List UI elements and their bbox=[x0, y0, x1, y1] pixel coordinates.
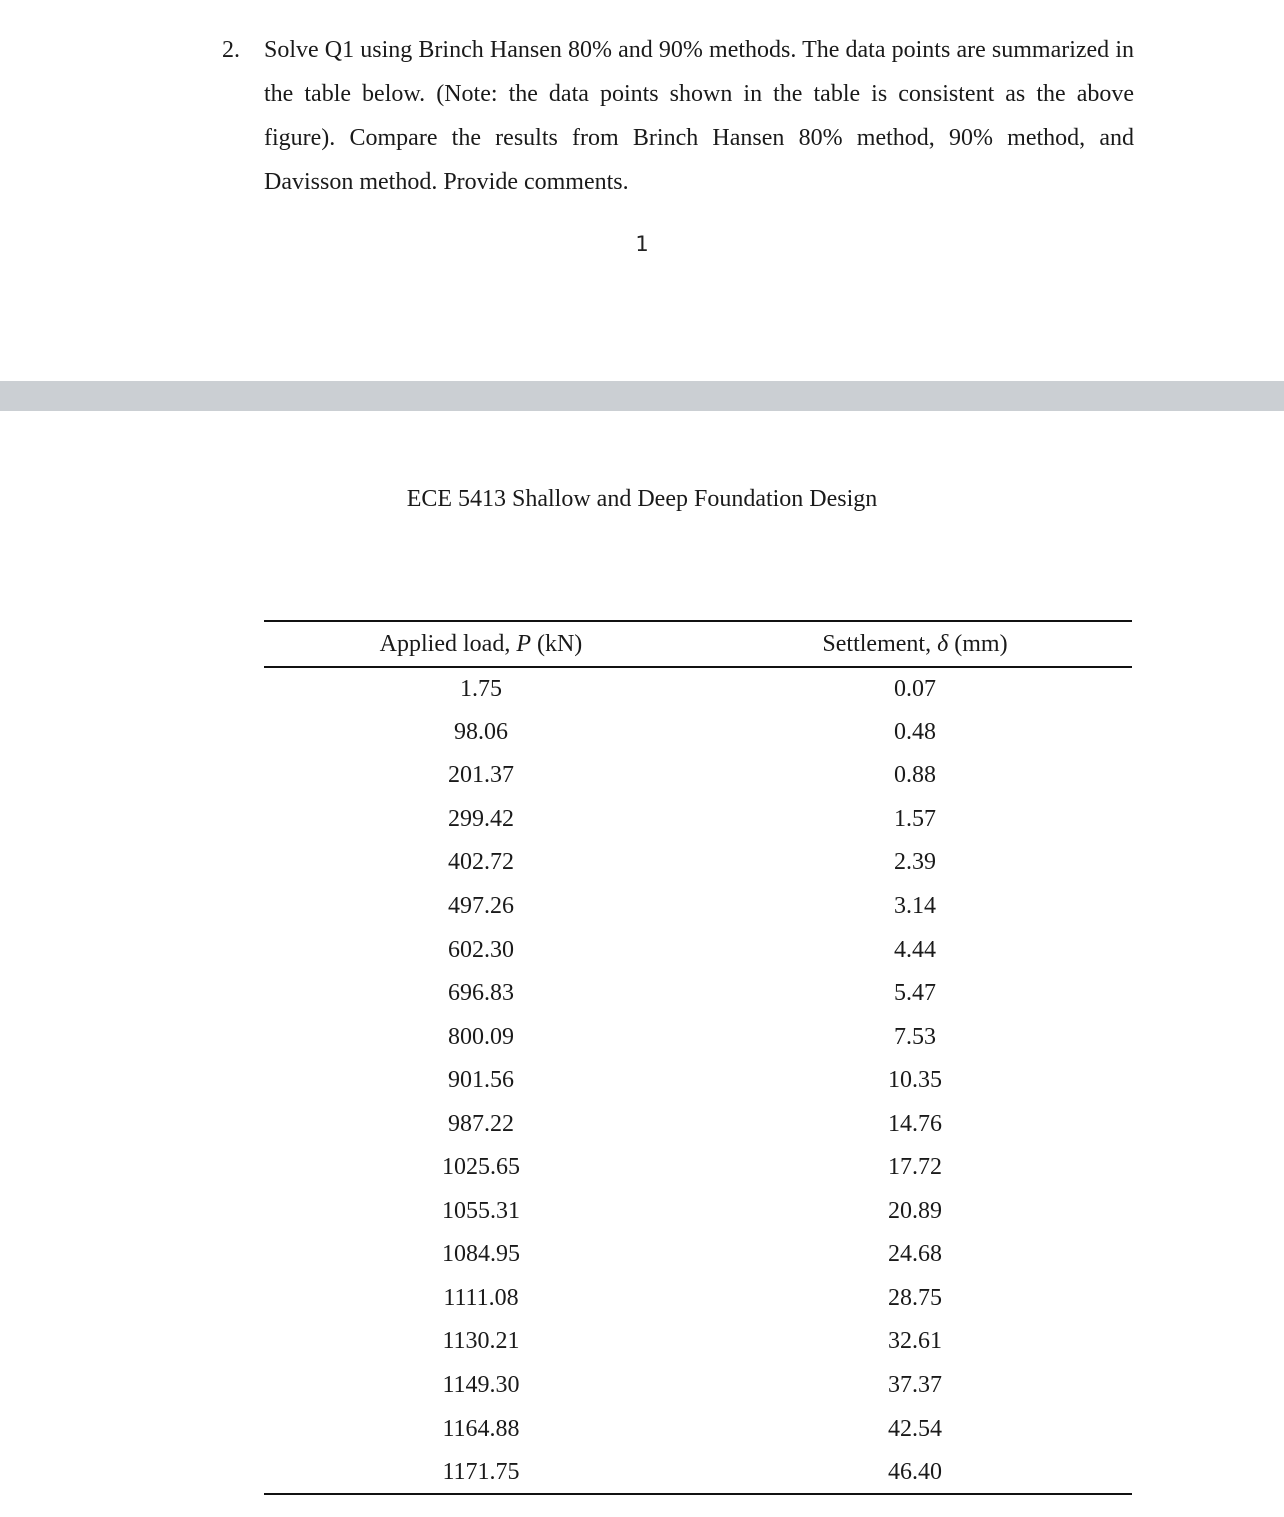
table-row bbox=[264, 972, 1132, 1016]
table-row bbox=[264, 667, 1132, 711]
question-text: Solve Q1 using Brinch Hansen 80% and 90% methods. The data points are summarized in the table below. (Note: the data points shown in the table is consistent as the above figure). Compare the results from Brinch Hansen 80% method, 90% method, and Davisson method. Provide comments. bbox=[264, 37, 1134, 195]
cell-applied-load: 1164.88 bbox=[442, 1415, 520, 1442]
cell-settlement: 32.61 bbox=[888, 1328, 942, 1355]
table-row bbox=[264, 841, 1132, 885]
table-row bbox=[264, 1059, 1132, 1103]
cell-applied-load: 98.06 bbox=[454, 718, 508, 745]
cell-settlement: 0.48 bbox=[894, 718, 936, 745]
cell-applied-load: 800.09 bbox=[448, 1023, 514, 1050]
header-load-unit: (kN) bbox=[530, 630, 583, 657]
table-row bbox=[264, 1190, 1132, 1234]
cell-applied-load: 1130.21 bbox=[442, 1328, 520, 1355]
cell-settlement: 24.68 bbox=[888, 1241, 942, 1268]
header-settlement-unit: (mm) bbox=[948, 630, 1008, 657]
cell-settlement: 0.88 bbox=[894, 762, 936, 789]
cell-settlement: 28.75 bbox=[888, 1284, 942, 1311]
cell-applied-load: 1111.08 bbox=[443, 1284, 519, 1311]
cell-applied-load: 1055.31 bbox=[442, 1197, 520, 1224]
table-row bbox=[264, 1364, 1132, 1408]
table-header-row bbox=[264, 621, 1132, 667]
table-row bbox=[264, 928, 1132, 972]
table-row bbox=[264, 1233, 1132, 1277]
cell-applied-load: 201.37 bbox=[448, 762, 514, 789]
header-settlement-prefix: Settlement, bbox=[822, 630, 938, 657]
table-row bbox=[264, 885, 1132, 929]
cell-settlement: 42.54 bbox=[888, 1415, 942, 1442]
question-number: 2. bbox=[222, 37, 240, 63]
cell-applied-load: 901.56 bbox=[448, 1067, 514, 1094]
header-settlement bbox=[698, 621, 1132, 667]
cell-settlement: 14.76 bbox=[888, 1110, 942, 1137]
document-page-top bbox=[0, 0, 1284, 381]
cell-applied-load: 602.30 bbox=[448, 936, 514, 963]
table-row bbox=[264, 1146, 1132, 1190]
header-settlement-symbol: δ bbox=[937, 630, 949, 657]
cell-applied-load: 299.42 bbox=[448, 805, 514, 832]
cell-settlement: 46.40 bbox=[888, 1458, 942, 1485]
page-header: ECE 5413 Shallow and Deep Foundation Design bbox=[406, 486, 878, 512]
cell-settlement: 5.47 bbox=[894, 980, 936, 1007]
cell-applied-load: 1084.95 bbox=[442, 1241, 520, 1268]
cell-settlement: 4.44 bbox=[894, 936, 936, 963]
table-row bbox=[264, 1102, 1132, 1146]
cell-applied-load: 1025.65 bbox=[442, 1154, 520, 1181]
cell-settlement: 37.37 bbox=[888, 1372, 942, 1399]
cell-applied-load: 1171.75 bbox=[442, 1458, 520, 1485]
header-load-prefix: Applied load, bbox=[379, 630, 517, 657]
page-number: 1 bbox=[635, 232, 649, 256]
table-row bbox=[264, 1277, 1132, 1321]
cell-applied-load: 987.22 bbox=[448, 1110, 514, 1137]
table-row bbox=[264, 1015, 1132, 1059]
cell-applied-load: 696.83 bbox=[448, 980, 514, 1007]
cell-settlement: 2.39 bbox=[894, 849, 936, 876]
table-body bbox=[264, 667, 1132, 1494]
header-applied-load bbox=[264, 621, 698, 667]
cell-applied-load: 1.75 bbox=[460, 675, 502, 702]
cell-settlement: 20.89 bbox=[888, 1197, 942, 1224]
cell-settlement: 7.53 bbox=[894, 1023, 936, 1050]
cell-settlement: 3.14 bbox=[894, 893, 936, 919]
cell-applied-load: 1149.30 bbox=[442, 1372, 520, 1399]
table-row bbox=[264, 1407, 1132, 1451]
cell-settlement: 1.57 bbox=[894, 805, 936, 832]
table-row bbox=[264, 1451, 1132, 1495]
cell-settlement: 17.72 bbox=[888, 1154, 942, 1181]
cell-applied-load: 402.72 bbox=[448, 849, 514, 876]
load-settlement-table bbox=[264, 620, 1132, 1495]
table-row bbox=[264, 754, 1132, 798]
table-row bbox=[264, 711, 1132, 755]
cell-settlement: 10.35 bbox=[888, 1067, 942, 1094]
table-row bbox=[264, 1320, 1132, 1364]
table-row bbox=[264, 798, 1132, 842]
header-load-symbol: P bbox=[516, 630, 531, 657]
cell-applied-load: 497.26 bbox=[448, 893, 514, 919]
cell-settlement: 0.07 bbox=[894, 675, 936, 702]
page-separator bbox=[0, 381, 1284, 411]
